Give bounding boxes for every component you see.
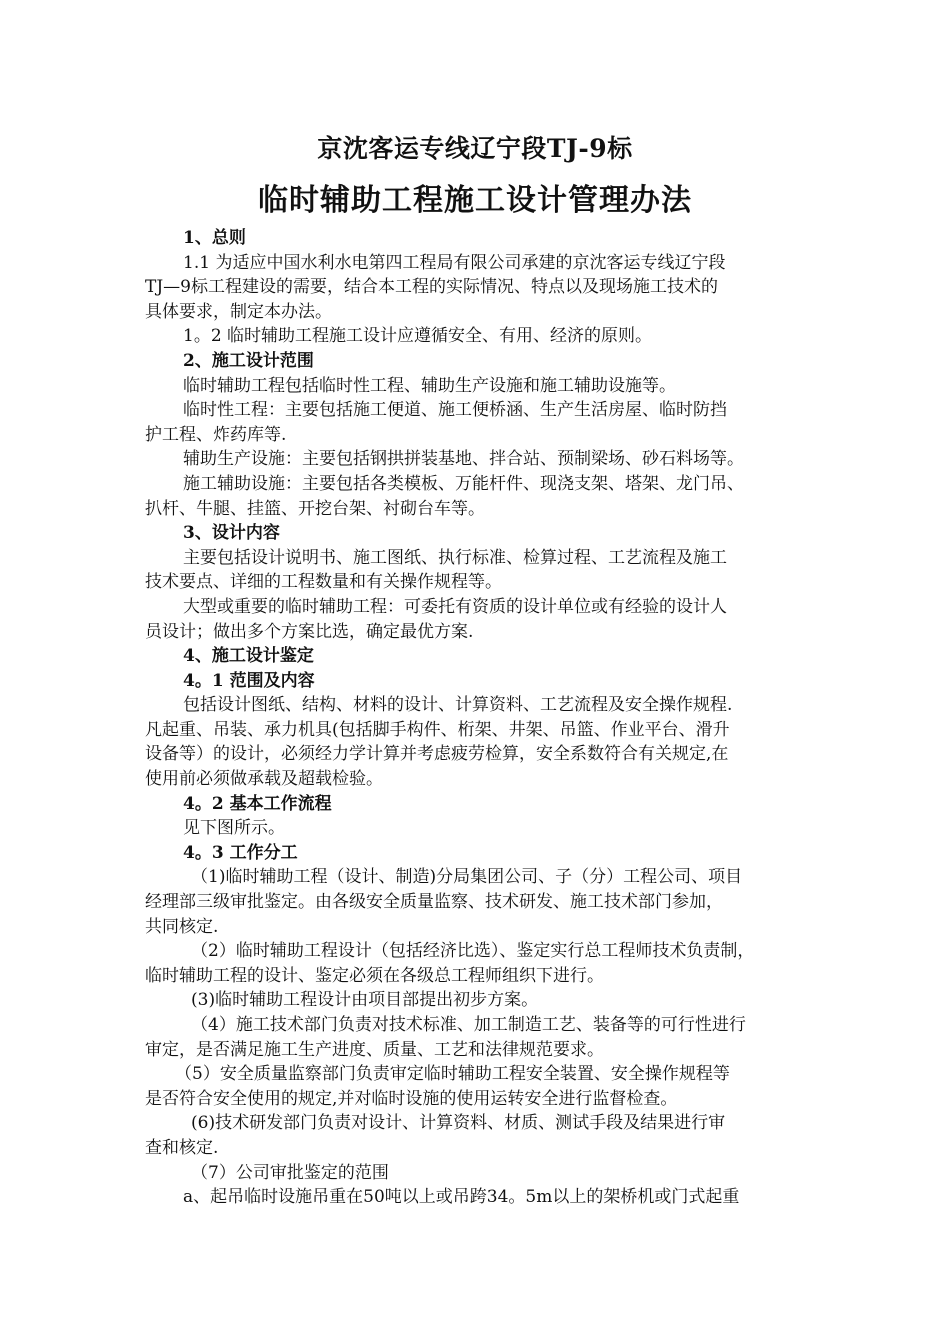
- text-line: 扒杆、牛腿、挂篮、开挖台架、衬砌台车等。: [145, 498, 485, 519]
- text-line: 4、施工设计鉴定: [183, 646, 314, 667]
- text-line: （2）临时辅助工程设计（包括经济比选）、鉴定实行总工程师技术负责制，: [191, 941, 755, 962]
- text-line: 施工辅助设施：主要包括各类模板、万能杆件、现浇支架、塔架、龙门吊、: [183, 473, 744, 494]
- text-line: 2、施工设计范围: [183, 350, 314, 371]
- text-line: (6)技术研发部门负责对设计、计算资料、材质、测试手段及结果进行审: [191, 1113, 726, 1134]
- text-line: 技术要点、详细的工程数量和有关操作规程等。: [145, 572, 502, 593]
- text-line: （7）公司审批鉴定的范围: [191, 1162, 389, 1183]
- text-line: 设备等）的设计，必须经力学计算并考虑疲劳检算，安全系数符合有关规定,在: [145, 744, 729, 765]
- text-line: 1、总则: [183, 228, 246, 248]
- text-line: 具体要求，制定本办法。: [145, 301, 332, 322]
- text-line: 共同核定.: [145, 916, 219, 937]
- text-line: 使用前必须做承载及超载检验。: [145, 769, 383, 790]
- text-line: 临时辅助工程包括临时性工程、辅助生产设施和施工辅助设施等。: [183, 375, 676, 396]
- text-line: 4。1 范围及内容: [183, 670, 315, 691]
- text-line: 1.1 为适应中国水利水电第四工程局有限公司承建的京沈客运专线辽宁段: [183, 252, 726, 273]
- text-line: 主要包括设计说明书、施工图纸、执行标准、检算过程、工艺流程及施工: [183, 547, 727, 568]
- text-line: 临时辅助工程的设计、鉴定必须在各级总工程师组织下进行。: [145, 965, 604, 986]
- text-line: 大型或重要的临时辅助工程：可委托有资质的设计单位或有经验的设计人: [183, 596, 727, 617]
- text-line: 4。2 基本工作流程: [183, 793, 332, 814]
- text-line: 4。3 工作分工: [183, 842, 298, 863]
- text-line: 辅助生产设施：主要包括钢拱拼装基地、拌合站、预制梁场、砂石料场等。: [183, 449, 744, 470]
- text-line: （5）安全质量监察部门负责审定临时辅助工程安全装置、安全操作规程等: [175, 1064, 730, 1085]
- document-body: [145, 226, 813, 1210]
- text-line: 1。2 临时辅助工程施工设计应遵循安全、有用、经济的原则。: [183, 326, 653, 347]
- document-title-line2: 临时辅助工程施工设计管理办法: [258, 183, 692, 218]
- text-line: 审定，是否满足施工生产进度、质量、工艺和法律规范要求。: [145, 1039, 604, 1060]
- text-line: a、起吊临时设施吊重在50吨以上或吊跨34。5m以上的架桥机或门式起重: [183, 1187, 740, 1208]
- text-line: （4）施工技术部门负责对技术标准、加工制造工艺、装备等的可行性进行: [191, 1015, 746, 1035]
- text-line: TJ—9标工程建设的需要，结合本工程的实际情况、特点以及现场施工技术的: [145, 277, 718, 298]
- text-line: （1)临时辅助工程（设计、制造)分局集团公司、子（分）工程公司、项目: [191, 867, 743, 888]
- text-line: 凡起重、吊装、承力机具(包括脚手构件、桁架、井架、吊篮、作业平台、滑升: [145, 719, 730, 740]
- text-line: 经理部三级审批鉴定。由各级安全质量监察、技术研发、施工技术部门参加，: [145, 892, 723, 913]
- text-line: 包括设计图纸、结构、材料的设计、计算资料、工艺流程及安全操作规程.: [183, 695, 733, 716]
- text-line: 见下图所示。: [183, 818, 285, 839]
- text-line: 员设计；做出多个方案比选，确定最优方案.: [145, 621, 474, 642]
- document-title-line1: 京沈客运专线辽宁段TJ-9标: [317, 134, 633, 163]
- text-line: 3、设计内容: [183, 523, 280, 544]
- text-line: (3)临时辅助工程设计由项目部提出初步方案。: [191, 990, 539, 1011]
- text-line: 护工程、炸药库等.: [145, 424, 287, 445]
- text-line: 是否符合安全使用的规定,并对临时设施的使用运转安全进行监督检查。: [145, 1088, 678, 1109]
- text-line: 临时性工程：主要包括施工便道、施工便桥涵、生产生活房屋、临时防挡: [183, 400, 727, 421]
- text-line: 查和核定.: [145, 1137, 219, 1158]
